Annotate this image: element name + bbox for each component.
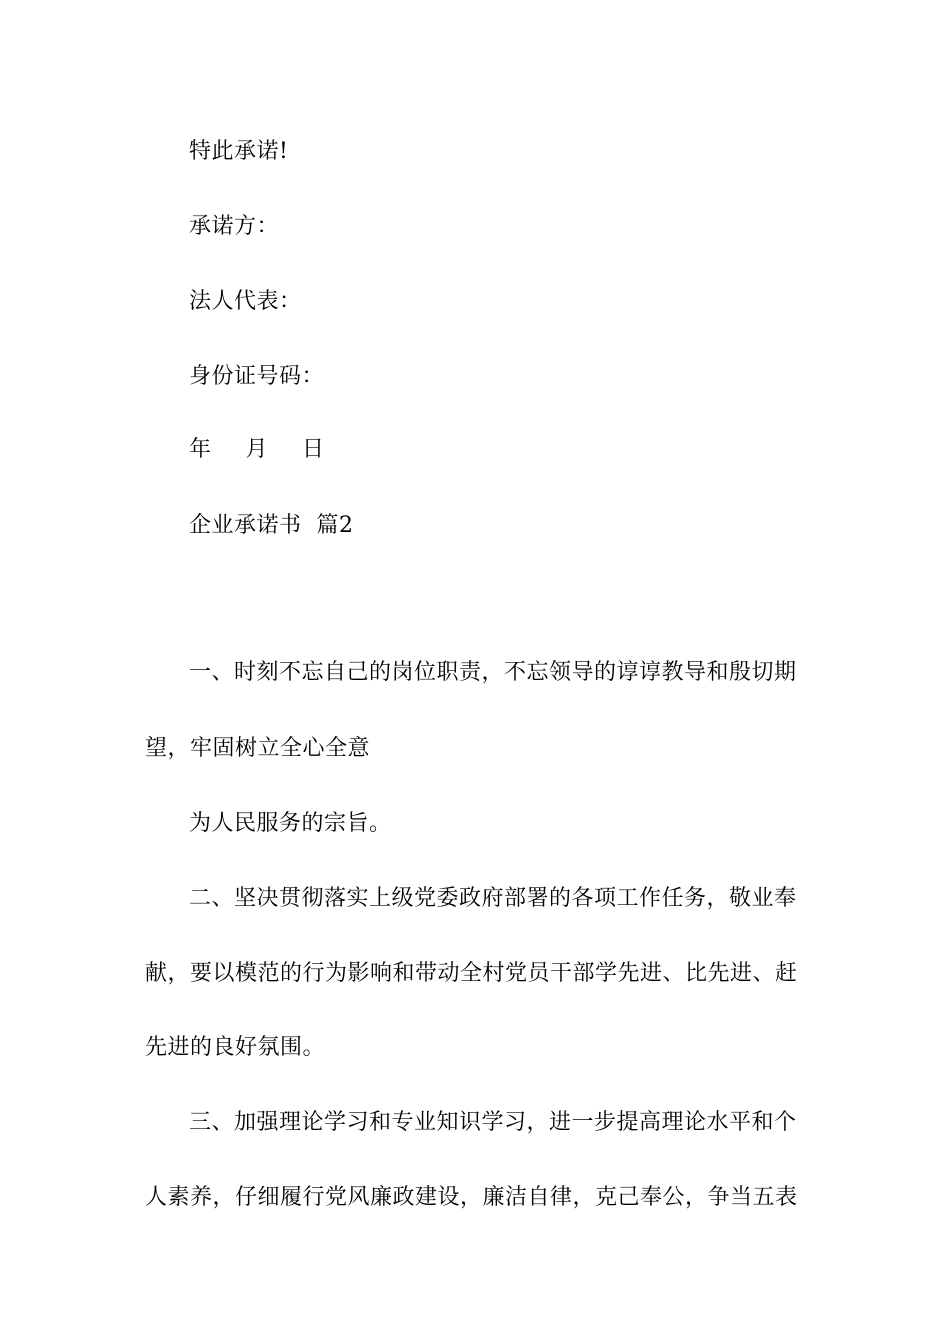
date-year: 年 bbox=[189, 437, 212, 462]
section-title: 企业承诺书 篇2 bbox=[189, 513, 354, 538]
date-day: 日 bbox=[302, 437, 325, 462]
paragraph-3-line-2: 人素养，仔细履行党风廉政建设，廉洁自律，克己奉公，争当五表 bbox=[145, 1185, 798, 1210]
paragraph-3-line-1: 三、加强理论学习和专业知识学习，进一步提高理论水平和个 bbox=[189, 1110, 797, 1135]
id-number-label: 身份证号码： bbox=[189, 364, 325, 389]
date-line bbox=[189, 435, 325, 465]
closing-statement: 特此承诺! bbox=[189, 139, 289, 164]
paragraph-2-line-2: 献，要以模范的行为影响和带动全村党员干部学先进、比先进、赶 bbox=[145, 961, 798, 986]
paragraph-1-line-2: 望，牢固树立全心全意 bbox=[145, 736, 371, 761]
paragraph-2-line-3: 先进的良好氛围。 bbox=[145, 1035, 326, 1060]
paragraph-2-line-1: 二、坚决贯彻落实上级党委政府部署的各项工作任务，敬业奉 bbox=[189, 886, 797, 911]
paragraph-1-line-1: 一、时刻不忘自己的岗位职责，不忘领导的谆谆教导和殷切期 bbox=[189, 660, 797, 685]
legal-representative-label: 法人代表： bbox=[189, 289, 302, 314]
promisor-label: 承诺方： bbox=[189, 214, 280, 239]
paragraph-1-line-3: 为人民服务的宗旨。 bbox=[189, 811, 392, 836]
date-month: 月 bbox=[245, 437, 269, 462]
